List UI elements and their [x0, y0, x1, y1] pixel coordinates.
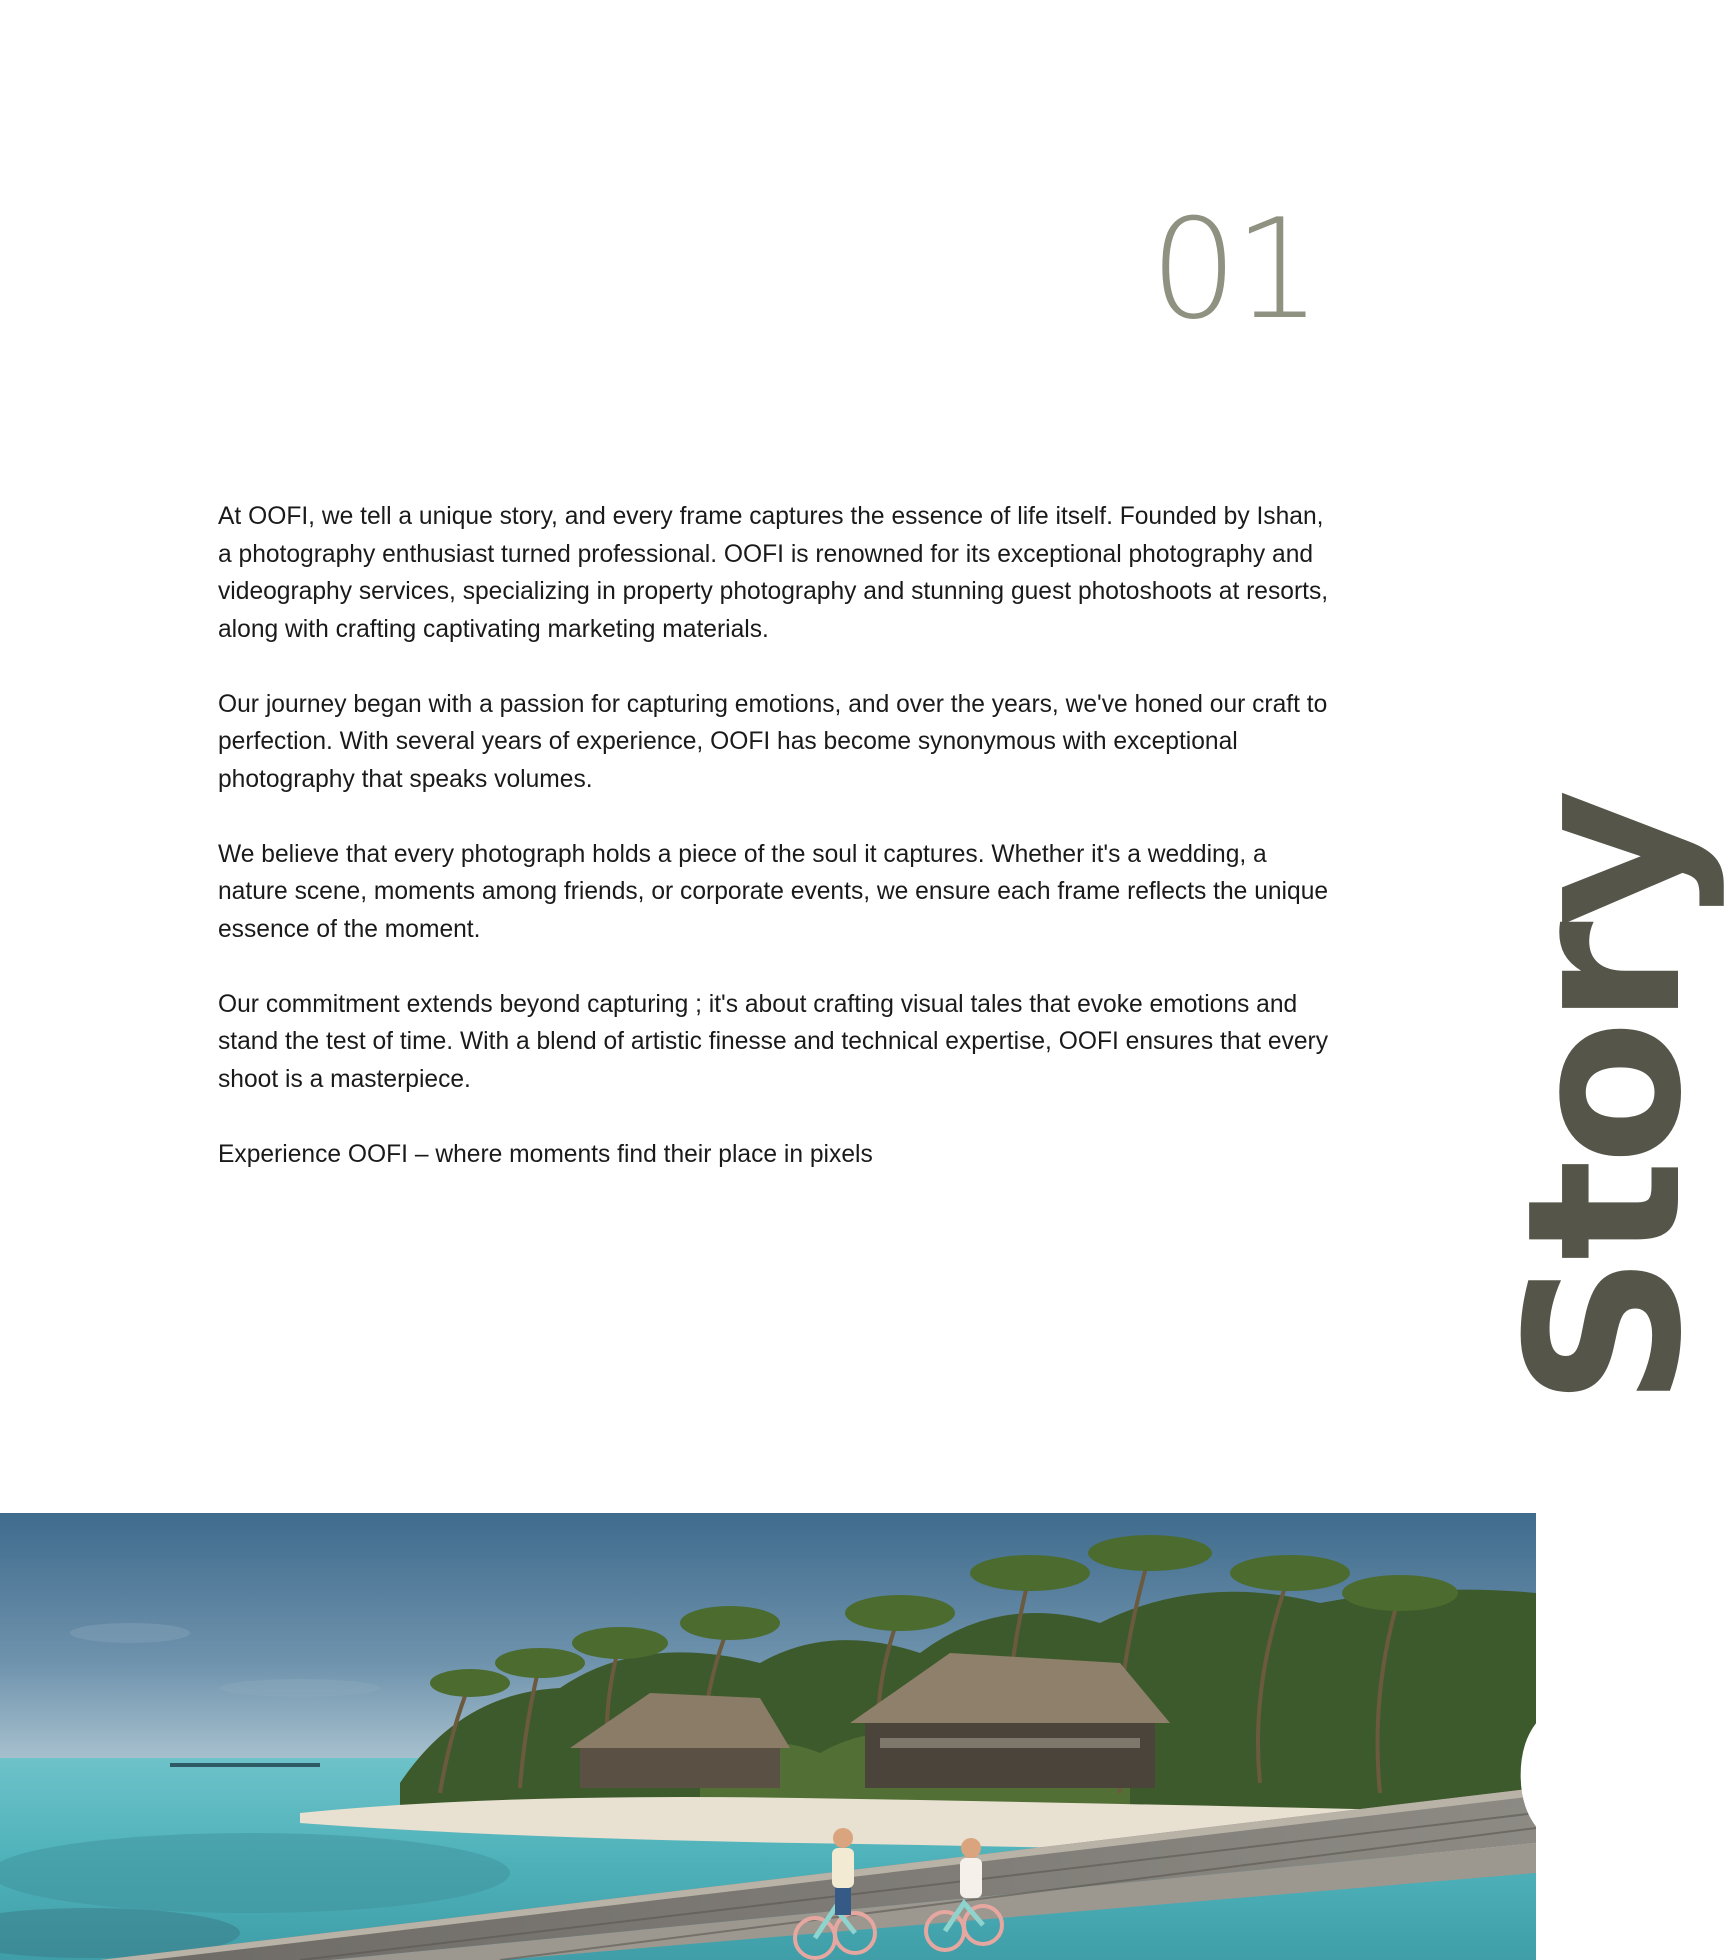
story-paragraph-1: At OOFI, we tell a unique story, and every frame captures the essence of life itself. Founded by Ishan, a photography enthusiast turned professional. OOFI is renowned for its exceptional photography and videography services, specializing in property photography and stunning guest photoshoots at resorts, along with crafting captivating marketing materials. — [218, 503, 1329, 643]
section-title — [1481, 794, 1728, 1865]
beach-resort-photo — [0, 1513, 1536, 1960]
story-paragraph-5: Experience OOFI – where moments find their place in pixels — [218, 1140, 873, 1168]
story-paragraph-4: Our commitment extends beyond capturing ; it's about crafting visual tales that evoke emotions and stand the test of time. With a blend of artistic finesse and technical expertise, OOFI ensures that every shoot is a masterpiece. — [218, 990, 1328, 1093]
story-paragraph-3: We believe that every photograph holds a piece of the soul it captures. Whether it's a wedding, a nature scene, moments among friends, or corporate events, we ensure each frame reflects the unique essence of the moment. — [218, 840, 1329, 943]
story-body — [218, 498, 1343, 1211]
title-word-our: Our — [1481, 1447, 1728, 1865]
page-number: 01 — [1150, 189, 1318, 350]
story-paragraph-2: Our journey began with a passion for capturing emotions, and over the years, we've honed our craft to perfection. With several years of experience, OOFI has become synonymous with exceptional photography that speaks volumes. — [218, 690, 1328, 793]
title-word-story: Story — [1481, 794, 1728, 1408]
